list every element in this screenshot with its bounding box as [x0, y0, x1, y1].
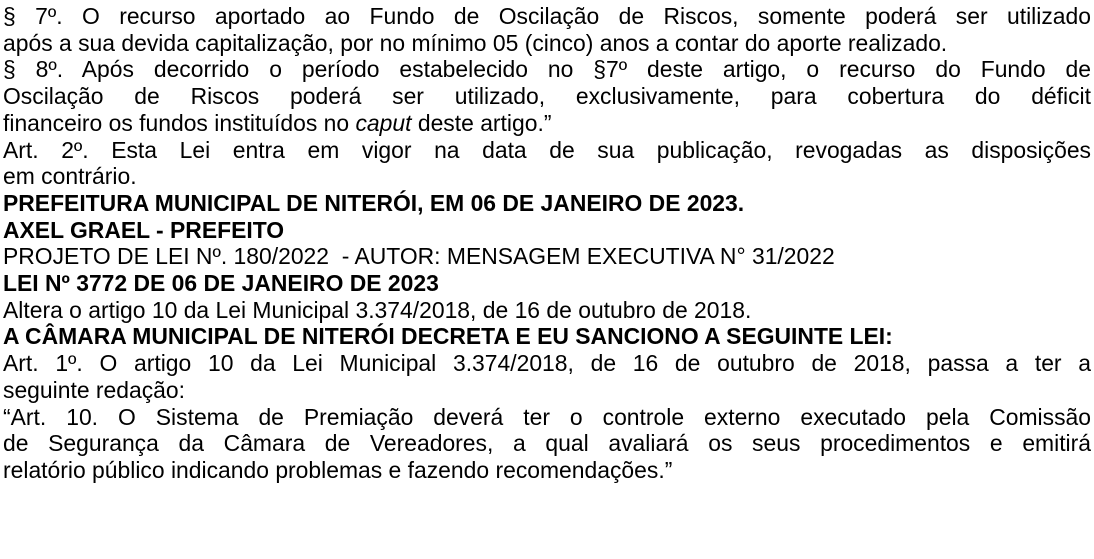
italic-term-caput: caput	[355, 109, 412, 136]
prefeitura-date-heading	[3, 190, 1091, 217]
text-line: AXEL GRAEL - PREFEITO	[3, 216, 285, 243]
paragraph-par-8	[3, 56, 1091, 136]
text-line: PROJETO DE LEI Nº. 180/2022 - AUTOR: MENSAGEM EXECUTIVA N° 31/2022	[3, 243, 835, 270]
ementa	[3, 297, 1091, 324]
text-line: Art. 1º. O artigo 10 da Lei Municipal 3.374/2018, de 16 de outubro de 2018, passa a ter a	[3, 350, 1091, 377]
lei-title	[3, 270, 1091, 297]
paragraph-art-1	[3, 350, 1091, 403]
text-line: Oscilação de Riscos poderá ser utilizado, exclusivamente, para cobertura do déficit	[3, 83, 1091, 110]
text-line: após a sua devida capitalização, por no mínimo 05 (cinco) anos a contar do aporte realizado.	[3, 29, 948, 56]
text-line: LEI Nº 3772 DE 06 DE JANEIRO DE 2023	[3, 270, 439, 297]
paragraph-art-2	[3, 137, 1091, 190]
text-line	[3, 110, 1091, 137]
text-line: § 7º. O recurso aportado ao Fundo de Oscilação de Riscos, somente poderá ser utilizado	[3, 3, 1091, 29]
paragraph-art-10	[3, 404, 1091, 484]
text-line: Art. 2º. Esta Lei entra em vigor na data de sua publicação, revogadas as disposições	[3, 136, 1091, 163]
text-line: § 8º. Após decorrido o período estabelecido no §7º deste artigo, o recurso do Fundo de	[3, 56, 1091, 83]
decreta-heading	[3, 323, 1091, 350]
text-line: PREFEITURA MUNICIPAL DE NITERÓI, EM 06 DE JANEIRO DE 2023.	[3, 189, 745, 216]
text-line: relatório público indicando problemas e fazendo recomendações.”	[3, 456, 673, 483]
text-segment: financeiro os fundos instituídos no	[3, 109, 356, 136]
text-line: “Art. 10. O Sistema de Premiação deverá ter o controle externo executado pela Comissão	[3, 403, 1091, 430]
projeto-line	[3, 243, 1091, 270]
text-line: seguinte redação:	[3, 376, 185, 403]
signature-line	[3, 217, 1091, 244]
text-line: Altera o artigo 10 da Lei Municipal 3.374/2018, de 16 de outubro de 2018.	[3, 296, 752, 323]
text-line: A CÂMARA MUNICIPAL DE NITERÓI DECRETA E EU SANCIONO A SEGUINTE LEI:	[3, 323, 893, 350]
text-line: em contrário.	[3, 163, 137, 190]
text-line: de Segurança da Câmara de Vereadores, a qual avaliará os seus procedimentos e emitirá	[3, 430, 1091, 457]
text-segment: deste artigo.”	[411, 109, 552, 136]
paragraph-par-7	[3, 3, 1091, 56]
